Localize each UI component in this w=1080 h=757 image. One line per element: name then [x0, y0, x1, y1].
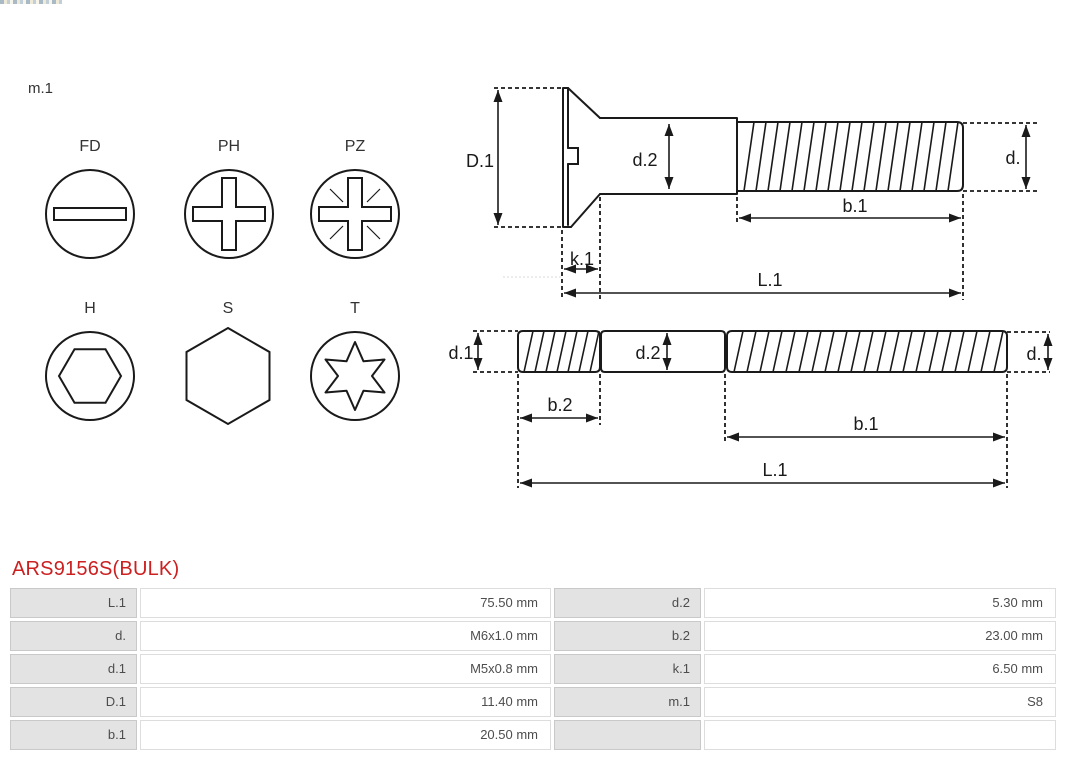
countersunk-screw-diagram	[440, 70, 1080, 305]
page-edge-artifact	[0, 0, 62, 4]
drive-type-ph-label: PH	[217, 138, 241, 155]
dim-label-d1: d.1	[448, 343, 474, 363]
spec-value	[704, 720, 1056, 750]
dim-label-L1: L.1	[762, 460, 788, 480]
hex-head-icon	[178, 326, 278, 426]
dim-label-b1: b.1	[853, 414, 879, 434]
product-code-heading: ARS9156S(BULK)	[12, 558, 180, 580]
drive-type-t-label: T	[350, 300, 360, 317]
drive-type-h-label: H	[84, 300, 96, 317]
drive-type-s-label: S	[222, 300, 234, 317]
dim-label-D1: D.1	[465, 151, 495, 171]
dim-label-L1: L.1	[757, 270, 783, 290]
drive-type-fd	[40, 138, 140, 269]
spec-value: 6.50 mm	[704, 654, 1056, 684]
drive-type-pz-label: PZ	[344, 138, 366, 155]
spec-label	[554, 720, 701, 750]
stud-right-thread	[727, 331, 1007, 372]
stud-diagram	[440, 320, 1080, 495]
spec-value: M6x1.0 mm	[140, 621, 551, 651]
dim-label-d2: d.2	[632, 150, 658, 170]
dim-label-k1: k.1	[569, 249, 595, 269]
spec-value: S8	[704, 687, 1056, 717]
spec-label: b.2	[554, 621, 701, 651]
spec-value: 75.50 mm	[140, 588, 551, 618]
dim-label-b1: b.1	[842, 196, 868, 216]
dim-label-d2: d.2	[635, 343, 661, 363]
spec-value: 23.00 mm	[704, 621, 1056, 651]
spec-label: b.1	[10, 720, 137, 750]
phillips-drive-icon	[179, 164, 279, 264]
spec-value: 20.50 mm	[140, 720, 551, 750]
spec-label: k.1	[554, 654, 701, 684]
spec-label: d.	[10, 621, 137, 651]
drive-type-t	[305, 300, 405, 431]
spec-label: d.2	[554, 588, 701, 618]
screw-head-slot	[568, 148, 578, 164]
hex-socket-drive-icon	[40, 326, 140, 426]
drive-type-s	[178, 300, 278, 431]
spec-table	[10, 588, 1059, 750]
spec-label: L.1	[10, 588, 137, 618]
spec-value: 11.40 mm	[140, 687, 551, 717]
spec-label: d.1	[10, 654, 137, 684]
screw-head-taper	[568, 88, 600, 227]
slotted-drive-icon	[40, 164, 140, 264]
drive-type-ph	[179, 138, 279, 269]
spec-label: D.1	[10, 687, 137, 717]
drive-type-pz	[305, 138, 405, 269]
pozidriv-drive-icon	[305, 164, 405, 264]
stud-middle-section	[601, 331, 725, 372]
dim-label-b2: b.2	[547, 395, 573, 415]
drive-type-fd-label: FD	[79, 138, 101, 155]
dim-label-d: d.	[1026, 344, 1042, 364]
drive-type-h	[40, 300, 140, 431]
m1-label: m.1	[28, 80, 54, 97]
dim-label-d: d.	[1005, 148, 1021, 168]
spec-label: m.1	[554, 687, 701, 717]
spec-value: M5x0.8 mm	[140, 654, 551, 684]
torx-drive-icon	[305, 326, 405, 426]
spec-value: 5.30 mm	[704, 588, 1056, 618]
